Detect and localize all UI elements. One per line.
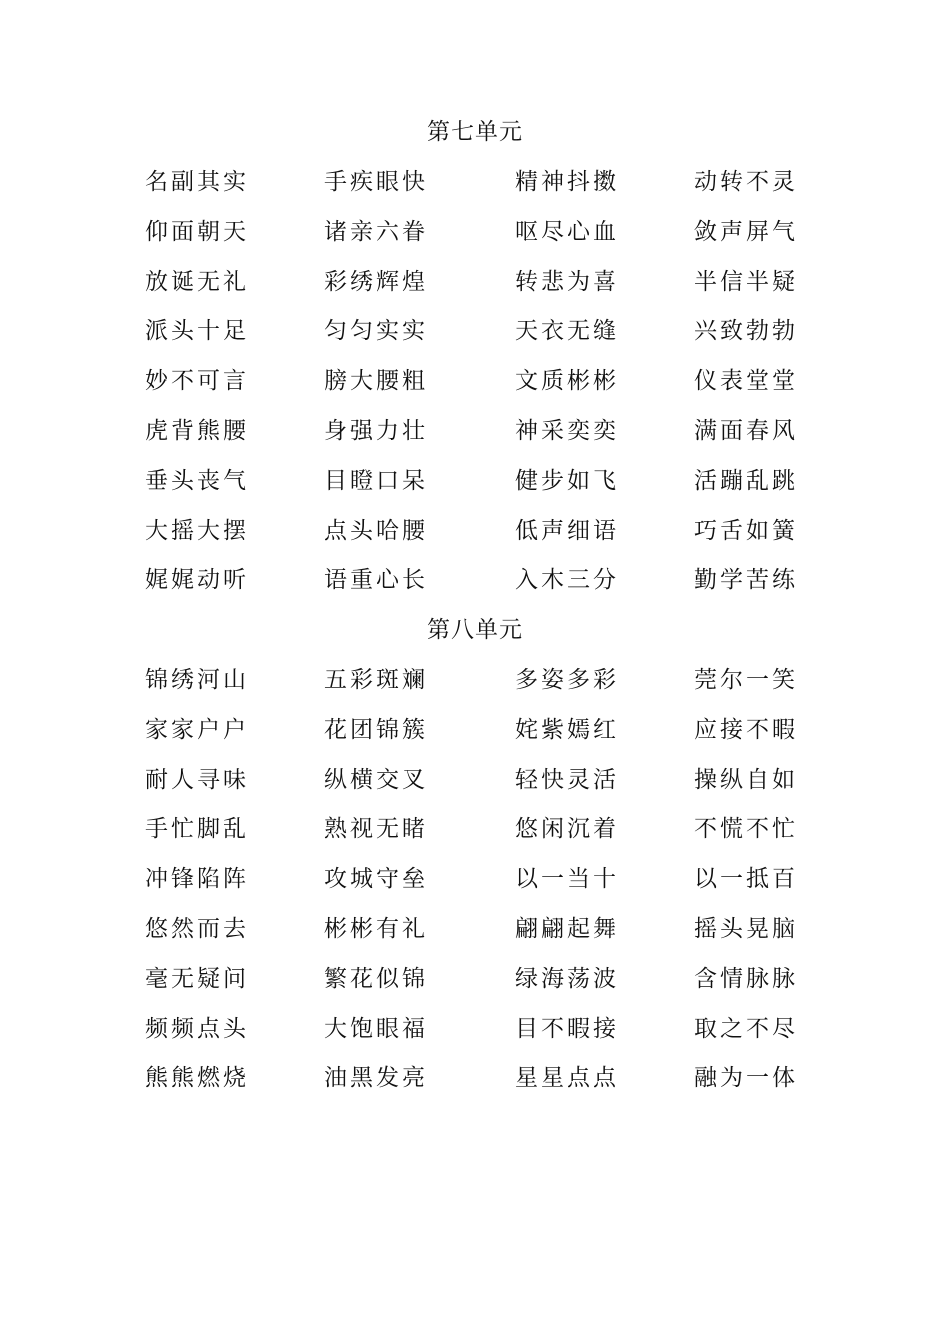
- idiom-cell: 入木三分: [515, 567, 619, 594]
- idiom-cell: 融为一体: [694, 1065, 798, 1092]
- idiom-row: [0, 855, 950, 905]
- idiom-row: [0, 158, 950, 208]
- idiom-cell: 仪表堂堂: [694, 368, 798, 395]
- idiom-cell: 文质彬彬: [515, 368, 619, 395]
- idiom-cell: 大饱眼福: [324, 1015, 428, 1042]
- idiom-cell: 不慌不忙: [694, 816, 798, 843]
- idiom-cell: 花团锦簇: [324, 716, 428, 743]
- idiom-cell: 健步如飞: [515, 467, 619, 494]
- idiom-cell: 冲锋陷阵: [145, 866, 249, 893]
- idiom-cell: 妙不可言: [145, 368, 249, 395]
- idiom-row: [0, 955, 950, 1005]
- idiom-cell: 语重心长: [324, 567, 428, 594]
- idiom-cell: 兴致勃勃: [694, 318, 798, 345]
- idiom-row: [0, 805, 950, 855]
- idiom-cell: 锦绣河山: [145, 667, 249, 693]
- idiom-cell: 动转不灵: [694, 169, 798, 195]
- idiom-cell: 神采奕奕: [515, 417, 619, 444]
- idiom-cell: 翩翩起舞: [515, 915, 619, 942]
- idiom-cell: 半信半疑: [694, 268, 798, 295]
- idiom-row: [0, 407, 950, 457]
- idiom-cell: 放诞无礼: [145, 268, 249, 295]
- idiom-cell: 悠然而去: [145, 915, 249, 942]
- idiom-cell: 频频点头: [145, 1015, 249, 1042]
- idiom-cell: 熊熊燃烧: [145, 1065, 249, 1092]
- idiom-cell: 毫无疑问: [145, 965, 249, 992]
- idiom-row: [0, 307, 950, 357]
- idiom-cell: 攻城守垒: [324, 866, 428, 893]
- idiom-row: [0, 556, 950, 606]
- idiom-cell: 以一当十: [515, 866, 619, 893]
- idiom-cell: 膀大腰粗: [324, 368, 428, 395]
- idiom-cell: 耐人寻味: [145, 766, 249, 793]
- idiom-row: [0, 656, 950, 706]
- idiom-cell: 精神抖擞: [515, 169, 619, 195]
- idiom-cell: 匀匀实实: [324, 318, 428, 345]
- idiom-row: [0, 258, 950, 308]
- idiom-cell: 彬彬有礼: [324, 915, 428, 942]
- idiom-cell: 取之不尽: [694, 1015, 798, 1042]
- idiom-cell: 低声细语: [515, 517, 619, 544]
- idiom-cell: 虎背熊腰: [145, 417, 249, 444]
- idiom-row: [0, 507, 950, 557]
- idiom-cell: 派头十足: [145, 318, 249, 345]
- idiom-cell: 垂头丧气: [145, 467, 249, 494]
- idiom-cell: 身强力壮: [324, 417, 428, 444]
- idiom-cell: 轻快灵活: [515, 766, 619, 793]
- idiom-cell: 绿海荡波: [515, 965, 619, 992]
- idiom-cell: 诸亲六眷: [324, 218, 428, 245]
- idiom-row: [0, 357, 950, 407]
- idiom-cell: 目不暇接: [515, 1015, 619, 1042]
- idiom-cell: 姹紫嫣红: [515, 716, 619, 743]
- idiom-cell: 应接不暇: [694, 716, 798, 743]
- unit-title: 第七单元: [427, 119, 523, 145]
- idiom-cell: 含情脉脉: [694, 965, 798, 992]
- idiom-cell: 以一抵百: [694, 866, 798, 893]
- idiom-cell: 手疾眼快: [324, 169, 428, 195]
- idiom-row: [0, 457, 950, 507]
- idiom-row: [0, 1005, 950, 1055]
- idiom-row: [0, 208, 950, 258]
- idiom-cell: 手忙脚乱: [145, 816, 249, 843]
- idiom-cell: 转悲为喜: [515, 268, 619, 295]
- idiom-cell: 天衣无缝: [515, 318, 619, 345]
- idiom-cell: 星星点点: [515, 1065, 619, 1092]
- idiom-cell: 摇头晃脑: [694, 915, 798, 942]
- idiom-cell: 敛声屏气: [694, 218, 798, 245]
- idiom-cell: 家家户户: [145, 716, 249, 743]
- idiom-cell: 活蹦乱跳: [694, 467, 798, 494]
- idiom-row: [0, 1054, 950, 1104]
- idiom-cell: 多姿多彩: [515, 667, 619, 693]
- idiom-cell: 悠闲沉着: [515, 816, 619, 843]
- idiom-cell: 熟视无睹: [324, 816, 428, 843]
- idiom-cell: 操纵自如: [694, 766, 798, 793]
- idiom-cell: 仰面朝天: [145, 218, 249, 245]
- idiom-cell: 呕尽心血: [515, 218, 619, 245]
- idiom-cell: 五彩斑斓: [324, 667, 428, 693]
- idiom-row: [0, 756, 950, 806]
- unit-seven-section: [0, 108, 950, 606]
- idiom-cell: 勤学苦练: [694, 567, 798, 594]
- idiom-cell: 巧舌如簧: [694, 517, 798, 544]
- idiom-cell: 满面春风: [694, 417, 798, 444]
- unit-eight-section: [0, 606, 950, 1104]
- idiom-cell: 繁花似锦: [324, 965, 428, 992]
- unit-title: 第八单元: [427, 617, 523, 643]
- idiom-row: [0, 706, 950, 756]
- idiom-cell: 目瞪口呆: [324, 467, 428, 494]
- idiom-cell: 名副其实: [145, 169, 249, 195]
- idiom-cell: 点头哈腰: [324, 517, 428, 544]
- idiom-cell: 彩绣辉煌: [324, 268, 428, 295]
- idiom-cell: 大摇大摆: [145, 517, 249, 544]
- idiom-cell: 莞尔一笑: [694, 667, 798, 693]
- idiom-row: [0, 905, 950, 955]
- idiom-cell: 纵横交叉: [324, 766, 428, 793]
- idiom-cell: 油黑发亮: [324, 1065, 428, 1092]
- idiom-cell: 娓娓动听: [145, 567, 249, 594]
